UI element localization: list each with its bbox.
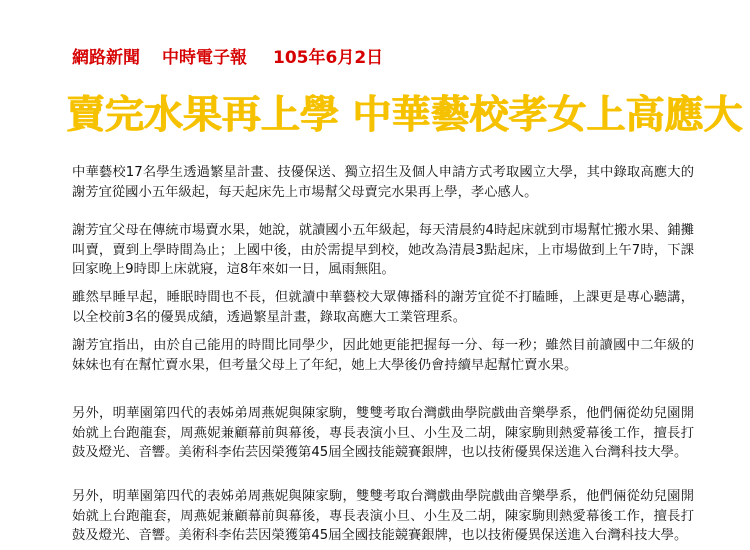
article-headline: 賣完水果再上學 中華藝校孝女上高應大	[66, 93, 743, 138]
article-paragraph-3: 雖然早睡早起，睡眠時間也不長，但就讀中華藝校大眾傳播科的謝芳宜從不打瞌睡，上課更是專心聽講，以全校前3名的優異成績，透過繁星計畫，錄取高應大工業管理系。	[72, 290, 694, 325]
news-header	[72, 44, 383, 66]
news-section-label: 網路新聞	[72, 47, 140, 68]
article-paragraph-2: 謝芳宜父母在傳統市場賣水果，她說，就讀國小五年級起，每天清晨約4時起床就到市場幫忙搬水果、鋪攤叫賣，賣到上學時間為止；上國中後，由於需提早到校，她改為清晨3點起床，上市場做到上午7時，下課回家晚上9時即上床就寢，這8年來如一日，風雨無阻。	[72, 223, 694, 278]
article-paragraph-5: 另外，明華園第四代的表姊弟周燕妮與陳家駒，雙雙考取台灣戲曲學院戲曲音樂學系，他們倆從幼兒園開始就上台跑龍套，周燕妮兼顧幕前與幕後，專長表演小旦、小生及二胡，陳家駒則熱愛幕後工作，擅長打鼓及燈光、音響。美術科李佑芸因榮獲第45屆全國技能競賽銀牌，也以技術優異保送進入台灣科技大學。	[72, 406, 694, 461]
news-source-label: 中時電子報	[162, 47, 247, 68]
article-paragraph-4: 謝芳宜指出，由於自己能用的時間比同學少，因此她更能把握每一分、每一秒；雖然目前讀國中二年級的妹妹也有在幫忙賣水果，但考量父母上了年紀，她上大學後仍會持續早起幫忙賣水果。	[72, 338, 694, 373]
article-paragraph-1: 中華藝校17名學生透過繁星計畫、技優保送、獨立招生及個人申請方式考取國立大學，其中錄取高應大的謝芳宜從國小五年級起，每天起床先上市場幫父母賣完水果再上學，孝心感人。	[72, 165, 694, 200]
news-date: 105年6月2日	[273, 47, 384, 68]
article-paragraph-6: 另外，明華園第四代的表姊弟周燕妮與陳家駒，雙雙考取台灣戲曲學院戲曲音樂學系，他們倆從幼兒園開始就上台跑龍套，周燕妮兼顧幕前與幕後，專長表演小旦、小生及二胡，陳家駒則熱愛幕後工作，擅長打鼓及燈光、音響。美術科李佑芸因榮獲第45屆全國技能競賽銀牌，也以技術優異保送進入台灣科技大學。	[72, 489, 694, 544]
